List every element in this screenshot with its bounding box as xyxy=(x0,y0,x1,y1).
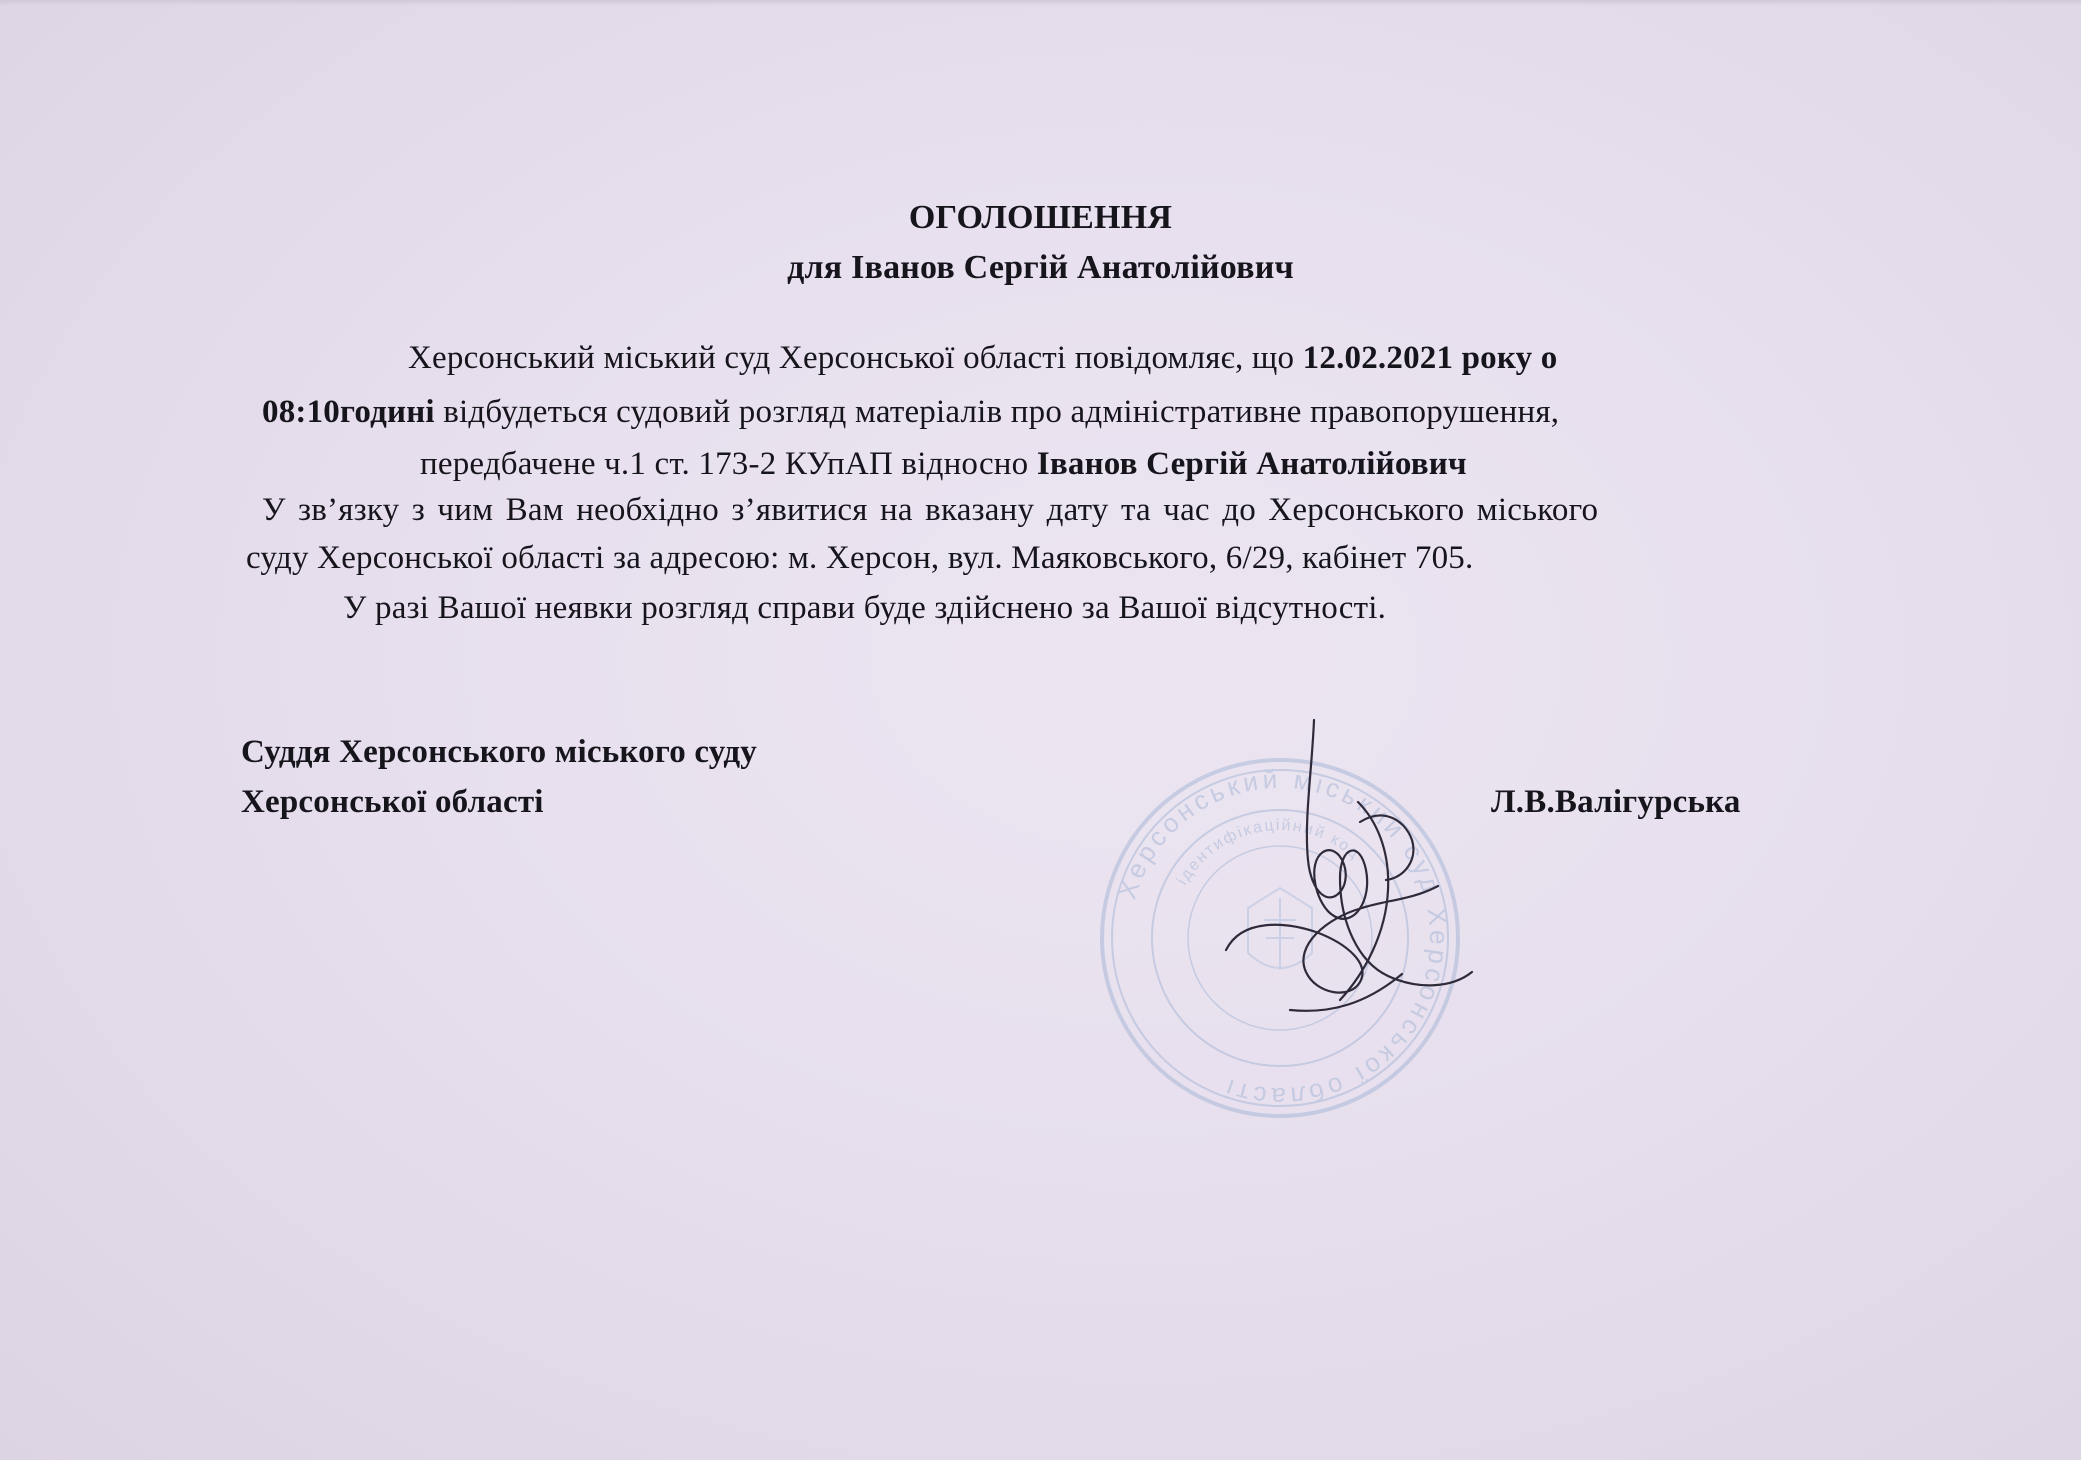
stamp-outer-text: Херсонський міський суд Херсонської області xyxy=(1111,763,1455,1113)
judge-signature xyxy=(1190,710,1490,1050)
paper-edge xyxy=(0,0,2081,6)
notice-paragraph-line-3 xyxy=(420,444,1467,484)
hearing-date: 12.02.2021 року о xyxy=(1302,340,1558,376)
addressee-line xyxy=(0,248,2081,288)
absence-warning: У разі Вашої неявки розгляд справи буде здійснено за Вашої відсутності. xyxy=(343,590,1387,626)
stamp-inner-text: ідентифікаційний код xyxy=(1174,816,1364,888)
notice-paragraph-line-2 xyxy=(262,392,1559,432)
defendant-name: Іванов Сергій Анатолійович xyxy=(1036,446,1467,482)
addressee-name: Іванов Сергій Анатолійович xyxy=(851,249,1294,286)
judge-name: Л.В.Валігурська xyxy=(1491,784,1741,820)
document-title: ОГОЛОШЕННЯ xyxy=(908,199,1173,236)
hearing-time: 08:10годині xyxy=(262,394,435,430)
addressee-prefix: для xyxy=(787,249,852,286)
judge-position-line-1: Суддя Херсонського міського суду xyxy=(241,734,757,770)
legal-article-text: передбачене ч.1 ст. 173-2 КУпАП відносно xyxy=(420,446,1037,482)
judge-position-line-2: Херсонської області xyxy=(241,784,544,820)
court-notice-text: Херсонський міський суд Херсонської області повідомляє, що xyxy=(408,340,1303,376)
appearance-instruction-line-1: У зв’язку з чим Вам необхідно з’явитися на вказану дату та час до Херсонського міського xyxy=(262,492,1599,528)
appearance-instruction-line-2: суду Херсонської області за адресою: м. Херсон, вул. Маяковського, 6/29, кабінет 705. xyxy=(246,540,1474,576)
notice-paragraph-line-1 xyxy=(408,338,1557,378)
hearing-subject-text: відбудеться судовий розгляд матеріалів про адміністративне правопорушення, xyxy=(434,394,1560,430)
